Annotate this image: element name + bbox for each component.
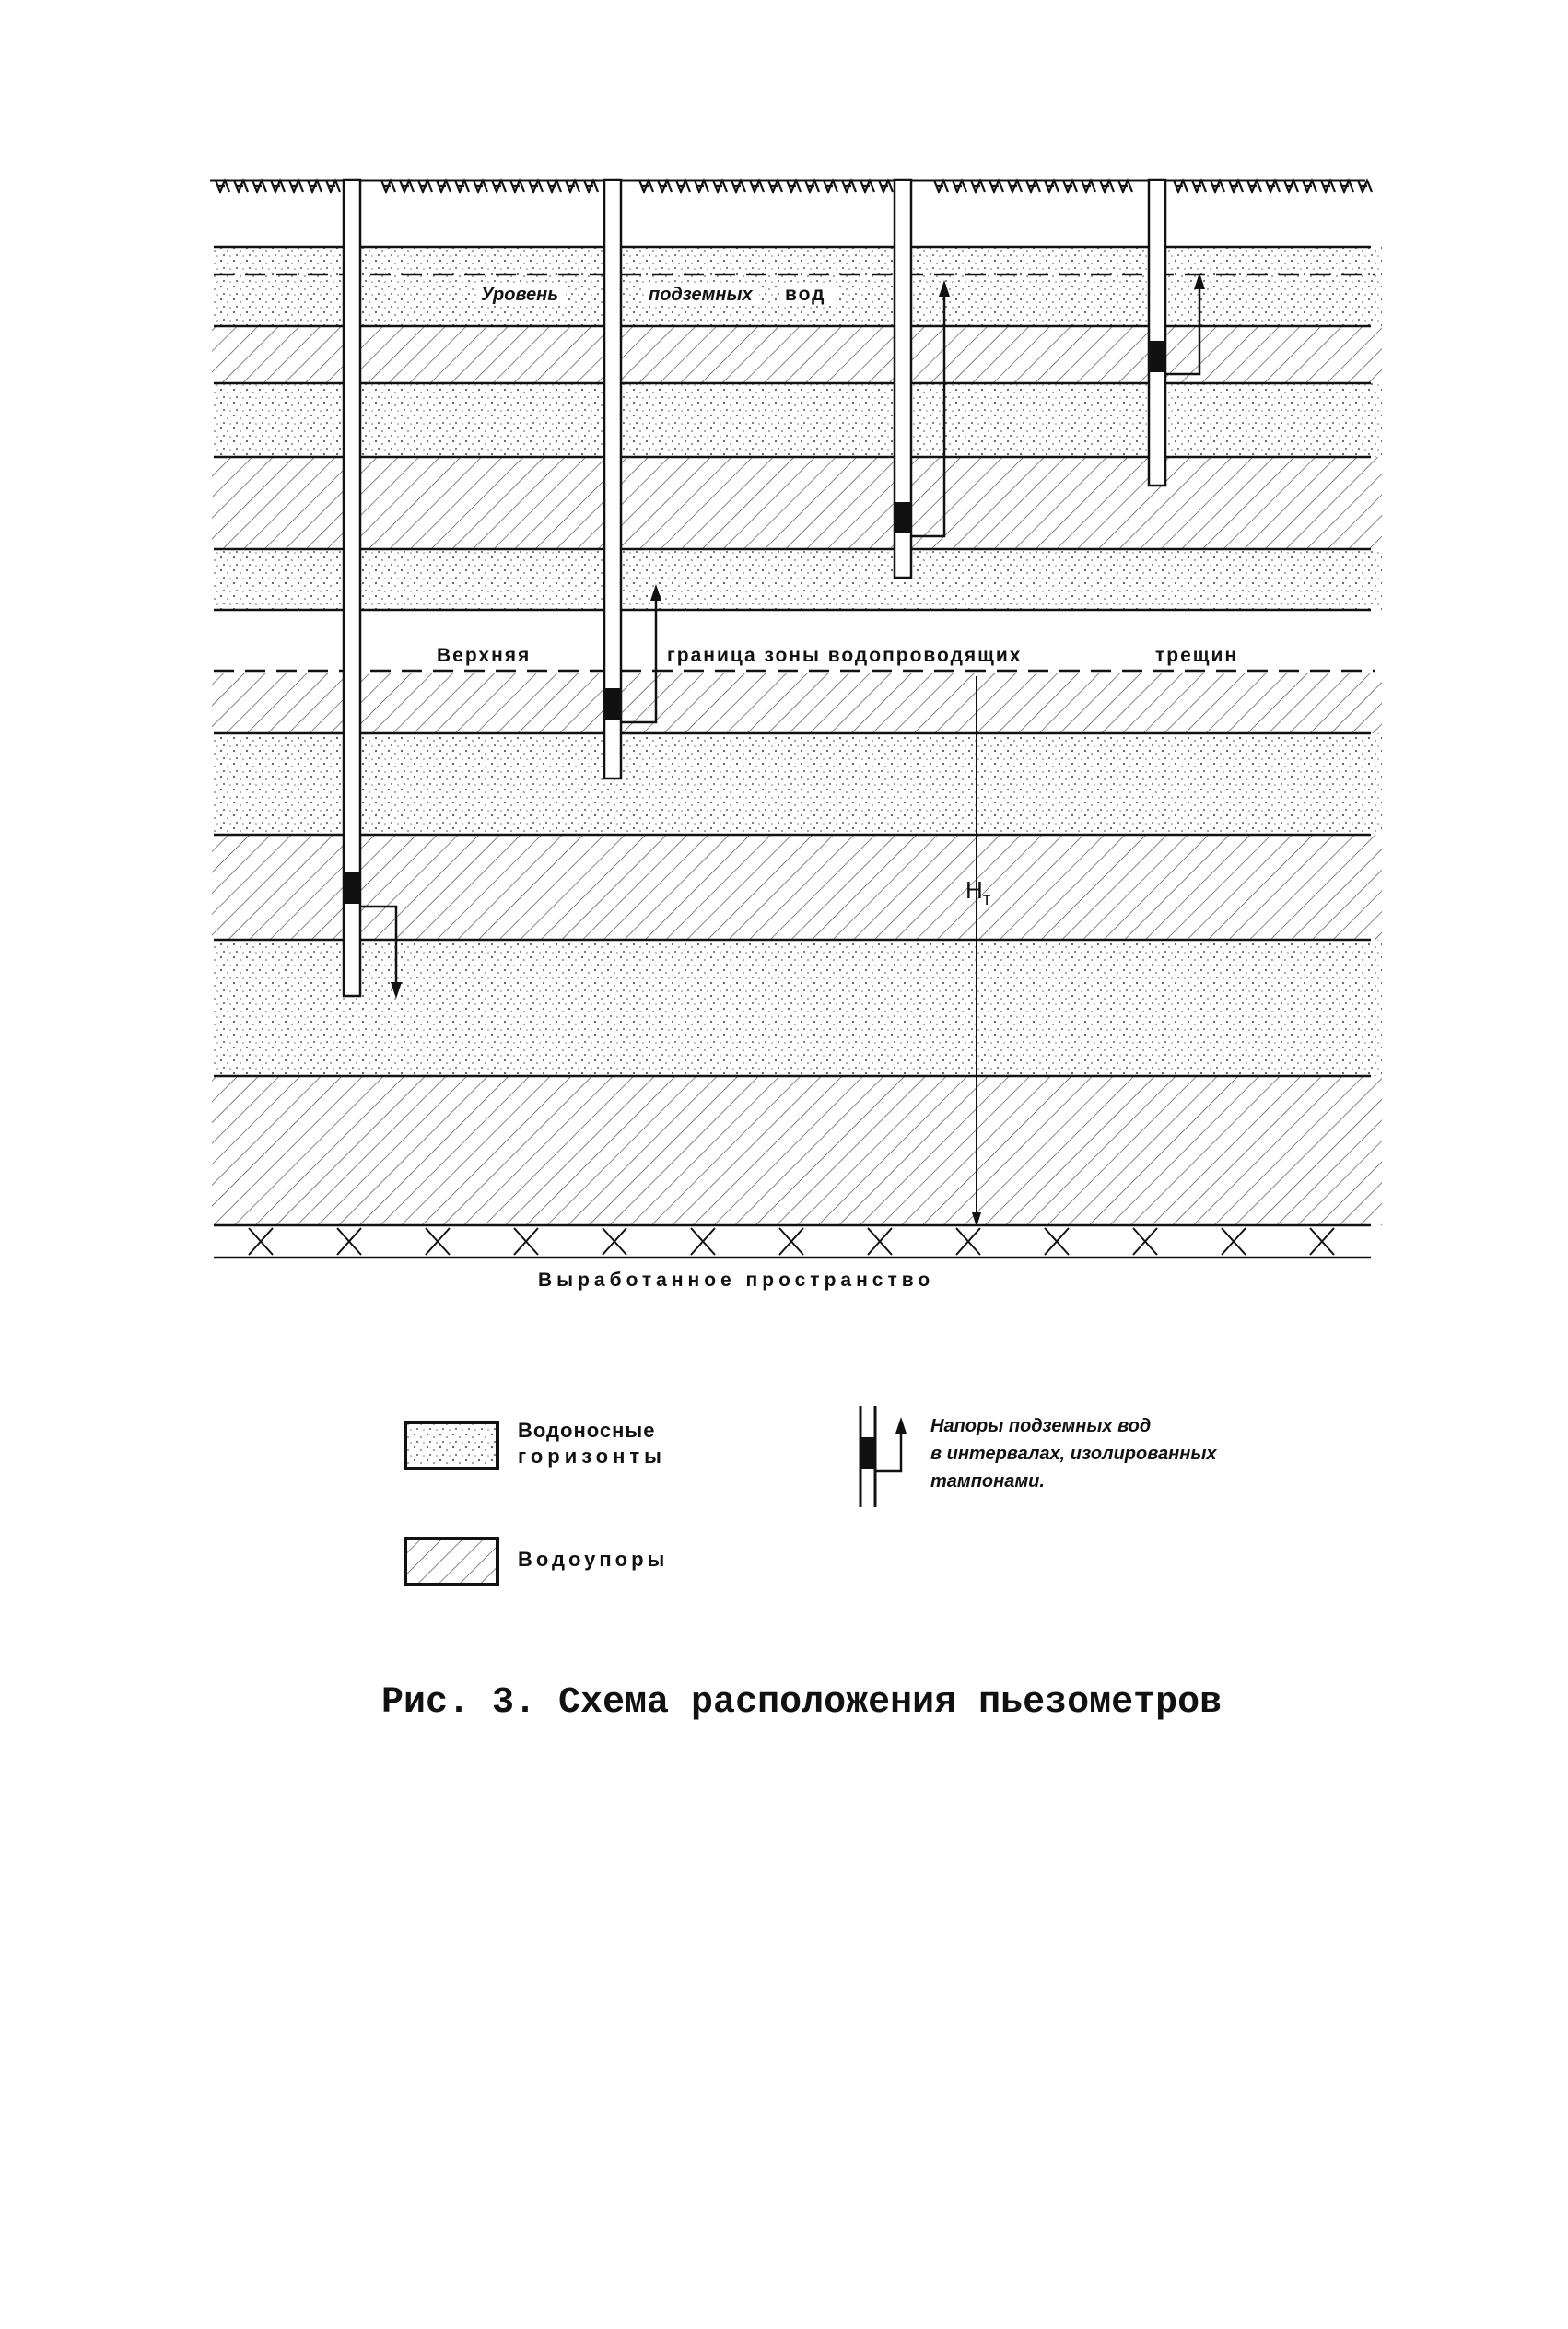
mined-space-cross <box>514 1228 538 1255</box>
mined-space-cross <box>426 1228 450 1255</box>
grass-mark <box>252 181 266 192</box>
mined-space-cross <box>1133 1228 1157 1255</box>
aquitard-layer <box>212 835 1382 940</box>
grass-mark <box>547 181 561 192</box>
grass-mark <box>326 181 340 192</box>
grass-mark <box>1100 181 1114 192</box>
legend-heads-label: в интервалах, изолированных <box>930 1444 1217 1464</box>
mined-space-cross <box>1310 1228 1334 1255</box>
grass-mark <box>695 181 708 192</box>
groundwater-level-label: Уровень <box>481 285 559 305</box>
grass-mark <box>750 181 764 192</box>
mined-space-cross <box>1045 1228 1069 1255</box>
aquifer-layer <box>212 383 1382 457</box>
grass-mark <box>1211 181 1224 192</box>
mined-space-cross <box>956 1228 980 1255</box>
ground-surface <box>210 181 1372 192</box>
grass-mark <box>787 181 801 192</box>
mined-space-cross <box>1222 1228 1246 1255</box>
grass-mark <box>1082 181 1095 192</box>
mined-space-cross <box>603 1228 626 1255</box>
aquifer-layer <box>212 733 1382 835</box>
grass-mark <box>713 181 727 192</box>
grass-mark <box>1229 181 1243 192</box>
mined-space-label: Выработанное пространство <box>538 1270 935 1291</box>
grass-mark <box>1026 181 1040 192</box>
grass-mark <box>418 181 432 192</box>
grass-mark <box>566 181 579 192</box>
grass-mark <box>437 181 451 192</box>
grass-mark <box>308 181 322 192</box>
grass-mark <box>860 181 874 192</box>
grass-mark <box>1008 181 1022 192</box>
fracture-zone-label: Верхняя <box>437 645 532 666</box>
legend-heads-label: Напоры подземных вод <box>930 1416 1152 1436</box>
grass-mark <box>971 181 985 192</box>
legend-aquitard-label: Водоупоры <box>518 1548 669 1571</box>
grass-mark <box>1247 181 1261 192</box>
grass-mark <box>271 181 285 192</box>
grass-mark <box>289 181 303 192</box>
grass-mark <box>1045 181 1059 192</box>
grass-mark <box>1321 181 1335 192</box>
aquitard-layer <box>212 1076 1382 1225</box>
grass-mark <box>676 181 690 192</box>
mined-space-cross <box>691 1228 715 1255</box>
aquitard-layer <box>212 673 1382 733</box>
legend-aquifer-label: Водоносные <box>518 1419 656 1442</box>
grass-mark <box>989 181 1003 192</box>
aquifer-layer <box>212 549 1382 610</box>
grass-marks <box>216 181 1372 192</box>
grass-mark <box>216 181 229 192</box>
grass-mark <box>658 181 672 192</box>
aquifer-layer <box>212 940 1382 1076</box>
mined-space-cross <box>779 1228 803 1255</box>
grass-mark <box>400 181 414 192</box>
grass-mark <box>455 181 469 192</box>
height-label: $H_т$ <box>965 876 991 909</box>
legend-aquifer-label: горизонты <box>518 1445 666 1468</box>
groundwater-level-label: подземных <box>649 285 753 305</box>
grass-mark <box>1118 181 1132 192</box>
grass-mark <box>842 181 856 192</box>
grass-mark <box>1266 181 1280 192</box>
grass-mark <box>934 181 948 192</box>
grass-mark <box>1340 181 1353 192</box>
grass-mark <box>768 181 782 192</box>
grass-mark <box>1358 181 1372 192</box>
fracture-zone-label: граница зоны водопроводящих <box>667 645 1023 666</box>
mined-space-cross <box>868 1228 892 1255</box>
grass-mark <box>1284 181 1298 192</box>
grass-mark <box>529 181 543 192</box>
grass-mark <box>731 181 745 192</box>
grass-mark <box>824 181 837 192</box>
grass-mark <box>381 181 395 192</box>
grass-mark <box>510 181 524 192</box>
figure-caption: Рис. 3. Схема расположения пьезометров <box>381 1682 1223 1724</box>
grass-mark <box>234 181 248 192</box>
grass-mark <box>879 181 893 192</box>
legend-aquifer-swatch <box>405 1422 497 1469</box>
fracture-zone-label: трещин <box>1155 645 1239 666</box>
grass-mark <box>953 181 966 192</box>
grass-mark <box>1303 181 1316 192</box>
grass-mark <box>584 181 598 192</box>
aquitard-layer <box>212 457 1382 549</box>
legend-piezometer-symbol <box>860 1406 907 1507</box>
groundwater-level-label: вод <box>785 284 826 305</box>
grass-mark <box>639 181 653 192</box>
legend-aquitard-swatch <box>405 1539 497 1585</box>
strata <box>212 247 1382 1225</box>
grass-mark <box>805 181 819 192</box>
grass-mark <box>492 181 506 192</box>
legend <box>405 1406 1217 1585</box>
grass-mark <box>1174 181 1188 192</box>
legend-heads-label: тампонами. <box>930 1471 1045 1492</box>
mined-space-cross <box>337 1228 361 1255</box>
mined-space-crosses <box>249 1228 1334 1255</box>
grass-mark <box>1192 181 1206 192</box>
grass-mark <box>474 181 487 192</box>
grass-mark <box>1063 181 1077 192</box>
aquitard-layer <box>212 326 1382 383</box>
mined-space-cross <box>249 1228 273 1255</box>
